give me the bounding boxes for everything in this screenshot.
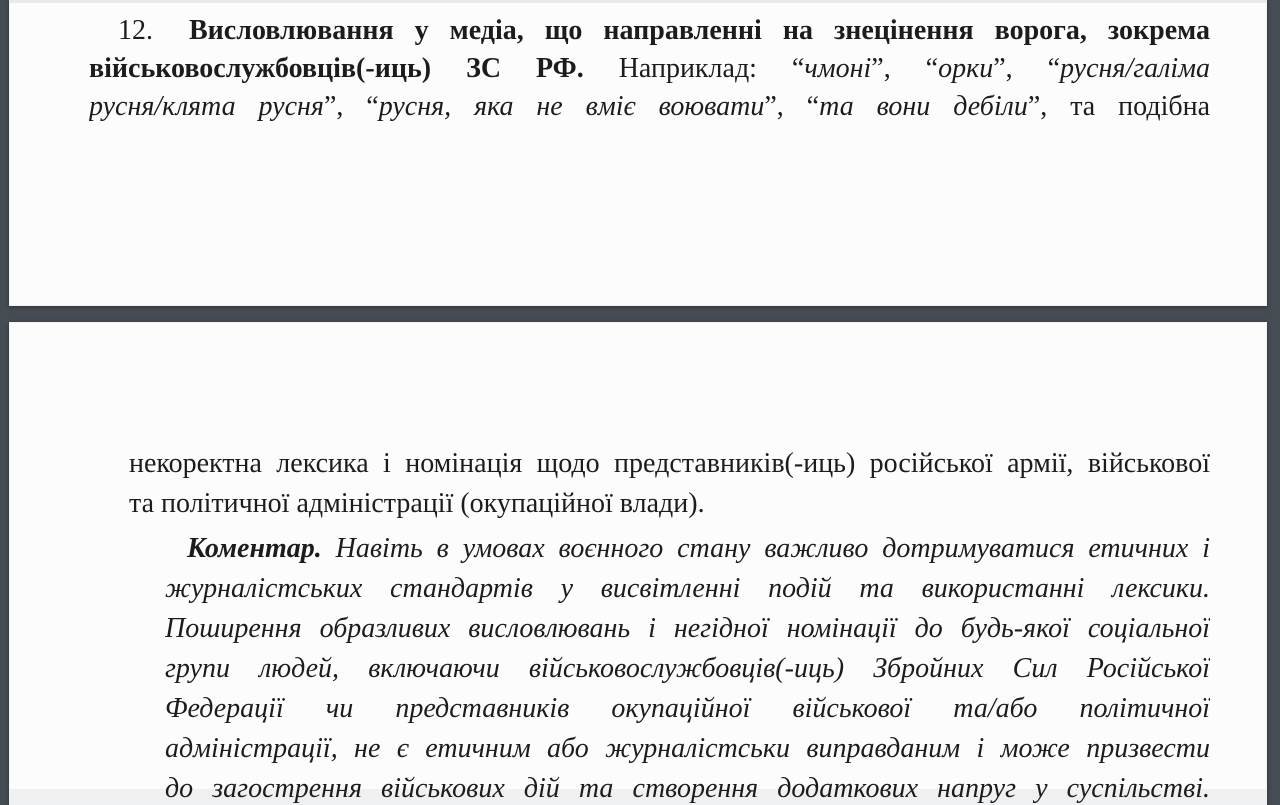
text-line xyxy=(129,484,1210,524)
text-run: русня/галіма xyxy=(1060,53,1210,84)
document-page-bottom[interactable] xyxy=(9,322,1267,805)
text-run: некоректна лексика і номінація щодо представників(-иць) російської армії, військової xyxy=(129,448,1210,479)
text-run: русня/клята русня xyxy=(89,91,324,122)
text-line xyxy=(165,729,1210,769)
text-run: та політичної адміністрації (окупаційної влади). xyxy=(129,488,705,519)
text-line xyxy=(165,609,1210,649)
text-line xyxy=(89,88,1210,126)
text-run: журналістських стандартів у висвітленні подій та використанні лексики. xyxy=(165,573,1210,604)
text-line xyxy=(165,649,1210,689)
text-run: ”, “ xyxy=(764,91,820,122)
text-run: Федерації чи представників окупаційної військової та/або політичної xyxy=(165,693,1210,724)
text-line xyxy=(89,50,1210,88)
bottom-page-paragraph xyxy=(129,444,1210,524)
tab-spacer xyxy=(153,38,189,39)
text-run: до загострення військових дій та створення додаткових напруг у суспільстві. xyxy=(165,773,1210,804)
text-run: Навіть в умовах воєнного стану важливо дотримуватися етичних і xyxy=(321,533,1210,564)
text-line xyxy=(165,529,1210,569)
text-run: 12. xyxy=(118,15,153,46)
text-run: русня, яка не вміє воювати xyxy=(378,91,765,122)
text-run: Висловлювання у медіа, що направленні на знецінення ворога, зокрема xyxy=(189,15,1210,46)
text-run: Поширення образливих висловлювань і негідної номінації до будь-якої соціальної xyxy=(165,613,1210,644)
text-run: ”, “ xyxy=(323,91,379,122)
text-run: адміністрації, не є етичним або журналістськи виправданим і може призвести xyxy=(165,733,1210,764)
text-run: ”, та подібна xyxy=(1027,91,1210,122)
text-line xyxy=(165,769,1210,805)
page-top-edge xyxy=(9,0,1267,3)
text-line xyxy=(165,569,1210,609)
text-line xyxy=(129,444,1210,484)
text-run: групи людей, включаючи військовослужбовців(-иць) Збройних Сил Російської xyxy=(165,653,1210,684)
document-page-top[interactable] xyxy=(9,0,1267,306)
text-line xyxy=(165,689,1210,729)
comment-paragraph xyxy=(165,529,1210,805)
text-run: чмоні xyxy=(804,53,872,84)
text-run: ”, “ xyxy=(993,53,1061,84)
text-run: Коментар. xyxy=(187,533,322,564)
text-run: Наприклад: “ xyxy=(583,53,805,84)
text-line xyxy=(89,12,1210,50)
top-page-paragraph xyxy=(89,12,1210,126)
text-run: військовослужбовців(-иць) ЗС РФ. xyxy=(89,53,584,84)
text-run: та вони дебіли xyxy=(819,91,1028,122)
text-run: орки xyxy=(938,53,994,84)
text-run: ”, “ xyxy=(871,53,939,84)
